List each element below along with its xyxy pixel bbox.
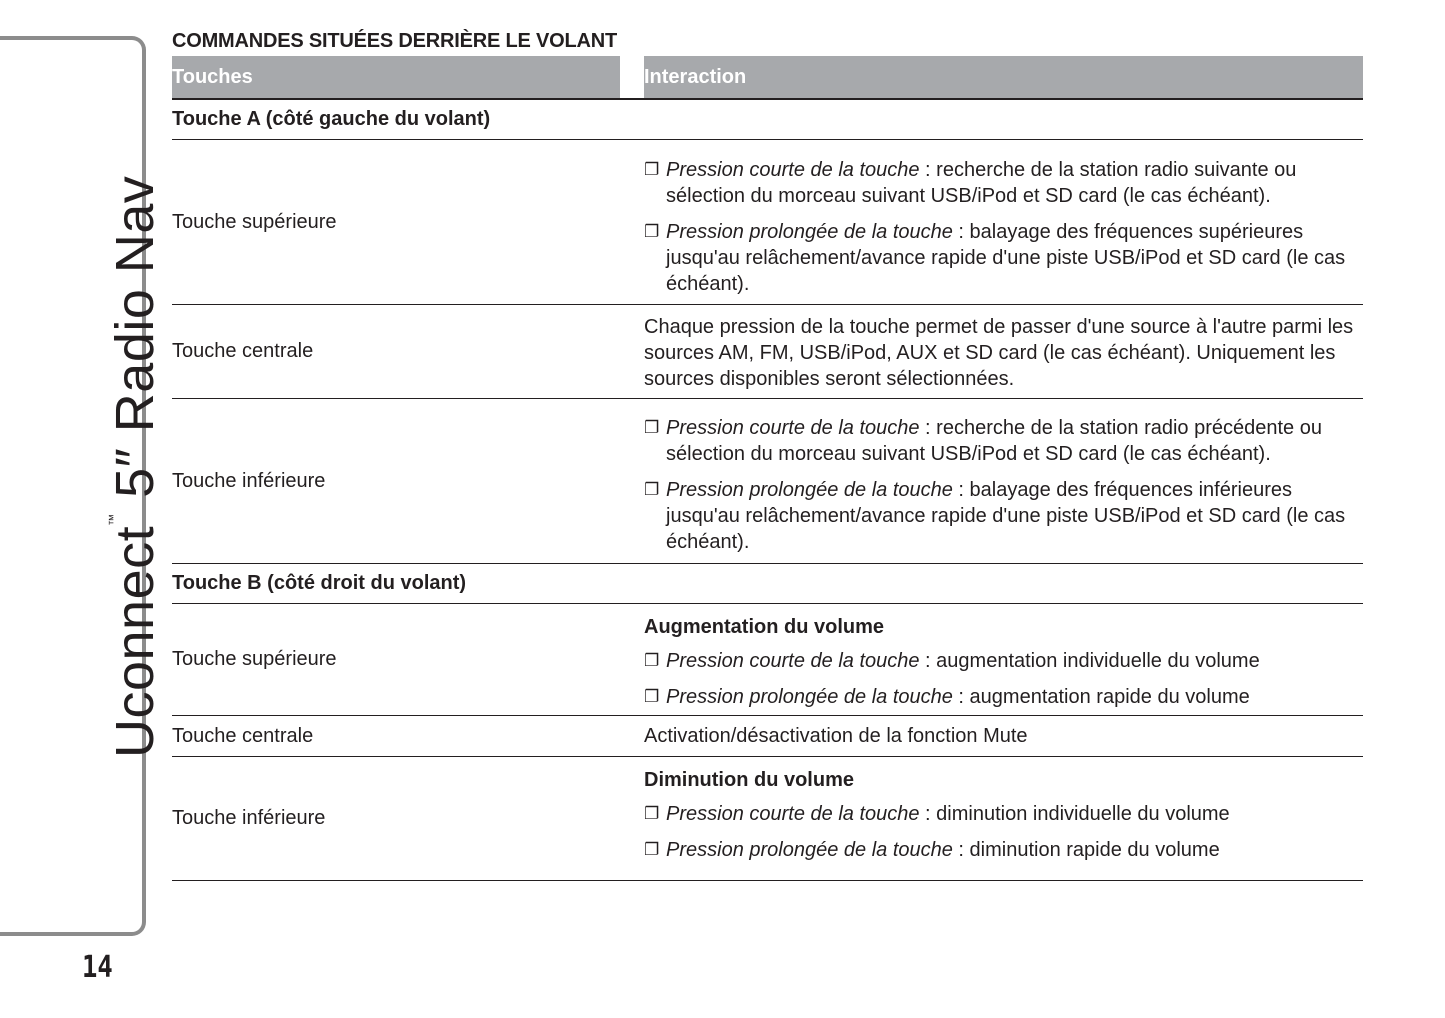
list-item: ❐ Pression courte de la touche : recherche de la station radio suivante ou sélection du morceau suivant USB/iPod et SD card (le cas échéant). [644,159,1297,207]
cell-subtitle: Augmentation du volume [644,616,884,638]
list-item: ❐ Pression prolongée de la touche : augmentation rapide du volume [644,686,1250,708]
checkbox-bullet-icon: ❐ [644,804,660,823]
group-title-b: Touche B (côté droit du volant) [172,564,1363,604]
interaction-cell [644,140,1363,304]
checkbox-bullet-icon: ❐ [644,651,660,670]
list-item: ❐ Pression prolongée de la touche : diminution rapide du volume [644,839,1220,861]
chapter-title: Uconnect™ 5″ Radio Nav [105,175,165,758]
key-label: Touche centrale [172,724,314,747]
interaction-cell [644,604,1363,715]
interaction-cell: Chaque pression de la touche permet de passer d'une source à l'autre parmi les sources AM, FM, USB/iPod, AUX et SD card (le cas échéant). Uniquement les sources disponibles seront sélectionnées. [644,316,1354,390]
checkbox-bullet-icon: ❐ [644,222,660,241]
header-touches: Touches [172,56,620,98]
group-title-a: Touche A (côté gauche du volant) [172,100,1363,140]
table-row [172,305,1363,399]
table-row [172,604,1363,716]
cell-subtitle: Diminution du volume [644,769,854,791]
table-header [172,56,1363,100]
list-item: ❐ Pression prolongée de la touche : balayage des fréquences inférieures jusqu'au relâchement/avance rapide d'une piste USB/iPod et SD card (le cas échéant). [644,479,1346,553]
interaction-cell: Activation/désactivation de la fonction Mute [644,725,1028,747]
table-row [172,399,1363,564]
table-row [172,716,1363,757]
controls-table [172,56,1363,881]
list-item: ❐ Pression courte de la touche : diminution individuelle du volume [644,803,1230,825]
checkbox-bullet-icon: ❐ [644,418,660,437]
key-label: Touche supérieure [172,648,337,670]
header-interaction: Interaction [644,56,1363,98]
key-label: Touche centrale [172,340,314,362]
table-row [172,140,1363,305]
list-item: ❐ Pression prolongée de la touche : balayage des fréquences supérieures jusqu'au relâchement/avance rapide d'une piste USB/iPod et SD card (le cas échéant). [644,221,1346,295]
interaction-cell [644,399,1363,563]
checkbox-bullet-icon: ❐ [644,160,660,179]
key-label: Touche inférieure [172,807,326,829]
interaction-cell [644,757,1363,880]
table-row [172,757,1363,881]
checkbox-bullet-icon: ❐ [644,480,660,499]
key-label: Touche inférieure [172,469,326,492]
page-number: 14 [82,950,113,985]
list-item: ❐ Pression courte de la touche : recherche de la station radio précédente ou sélection du morceau suivant USB/iPod et SD card (le cas échéant). [644,417,1322,465]
checkbox-bullet-icon: ❐ [644,840,660,859]
key-label: Touche supérieure [172,210,337,233]
list-item: ❐ Pression courte de la touche : augmentation individuelle du volume [644,650,1260,672]
checkbox-bullet-icon: ❐ [644,687,660,706]
section-title: COMMANDES SITUÉES DERRIÈRE LE VOLANT [172,30,618,52]
